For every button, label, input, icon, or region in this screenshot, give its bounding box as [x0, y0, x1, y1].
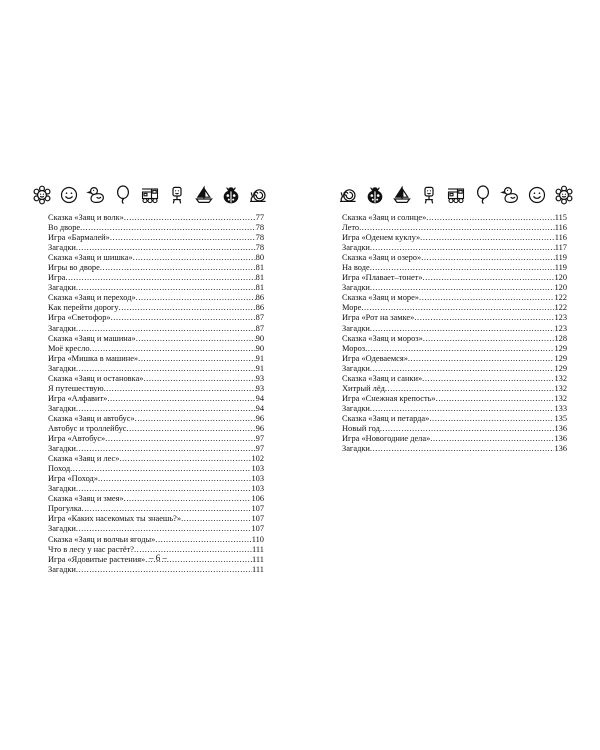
duck-icon: [500, 185, 520, 205]
toc-entry-title: Загадки: [342, 403, 370, 413]
toc-entry-page: 107: [251, 524, 264, 534]
toc-entry: [342, 273, 567, 283]
toc-dot-leader: [419, 293, 554, 303]
toc-entry-page: 94: [255, 403, 264, 413]
toc-entry-page: 132: [554, 393, 567, 403]
toc-entry-title: Игра: [48, 273, 66, 283]
balloon-icon: [473, 185, 493, 205]
toc-dot-leader: [436, 394, 555, 404]
toc-dot-leader: [380, 424, 555, 434]
toc-entry: [48, 354, 264, 364]
toc-entry-title: Загадки: [48, 444, 76, 454]
toc-dot-leader: [76, 484, 252, 494]
toc-entry-title: Игра «Поход»: [48, 474, 98, 484]
toc-entry-page: 86: [255, 303, 264, 313]
toc-entry-page: 111: [252, 544, 264, 554]
toc-dot-leader: [119, 454, 251, 464]
toc-entry-page: 93: [255, 373, 264, 383]
doll-icon: [419, 185, 439, 205]
toc-entry: [48, 324, 264, 334]
toc-entry: [48, 474, 264, 484]
toc-dot-leader: [76, 364, 256, 374]
toc-dot-leader: [370, 243, 555, 253]
toc-entry-title: Сказка «Заяц и змея»: [48, 494, 124, 504]
toc-dot-leader: [423, 334, 555, 344]
toc-entry-title: Игры во дворе: [48, 263, 100, 273]
toc-entry-title: Игра «Алфавит»: [48, 393, 108, 403]
toc-entry-title: Сказка «Заяц и мороз»: [342, 333, 423, 343]
toc-entry-page: 87: [255, 313, 264, 323]
toc-entry: [342, 253, 567, 263]
toc-entry: [342, 384, 567, 394]
toc-dot-leader: [76, 324, 256, 334]
toc-dot-leader: [65, 273, 255, 283]
toc-entry: [342, 344, 567, 354]
toc-entry-title: Сказка «Заяц и автобус»: [48, 413, 135, 423]
toc-entry: [48, 384, 264, 394]
toc-entry: [48, 253, 264, 263]
flower-icon: [32, 185, 52, 205]
toc-entry: [342, 444, 567, 454]
toc-dot-leader: [181, 514, 251, 524]
toc-entry-page: 128: [554, 333, 567, 343]
toc-entry: [48, 454, 264, 464]
train-icon: [446, 185, 466, 205]
toc-entry-title: Игра «Автобус»: [48, 434, 106, 444]
snail-icon: [338, 185, 358, 205]
toc-entry-title: Загадки: [342, 444, 370, 454]
toc-entry-title: Загадки: [48, 484, 76, 494]
toc-entry: [342, 233, 567, 243]
toc-entry-page: 81: [255, 283, 264, 293]
toc-entry-title: Сказка «Заяц и лес»: [48, 454, 120, 464]
toc-entry-page: 129: [554, 363, 567, 373]
duck-icon: [86, 185, 106, 205]
toc-entry: [342, 404, 567, 414]
toc-entry-page: 86: [255, 293, 264, 303]
toc-entry-title: Игра «Одеваемся»: [342, 353, 408, 363]
toc-entry-page: 117: [554, 243, 567, 253]
toc-entry-page: 103: [251, 484, 264, 494]
toc-entry-page: 97: [255, 434, 264, 444]
toc-dot-leader: [426, 213, 554, 223]
toc-dot-leader: [124, 494, 252, 504]
toc-dot-leader: [143, 374, 255, 384]
toc-entry-title: Сказка «Заяц и море»: [342, 293, 419, 303]
toc-entry-page: 78: [255, 243, 264, 253]
toc-entry-title: Игра «Мишка в машине»: [48, 353, 139, 363]
toc-entry: [342, 243, 567, 253]
toc-entry-page: 136: [554, 444, 567, 454]
toc-entry-page: 78: [255, 223, 264, 233]
toc-entry: [342, 324, 567, 334]
toc-entry: [342, 364, 567, 374]
toc-dot-leader: [370, 283, 555, 293]
toc-entry: [48, 233, 264, 243]
toc-entry-title: Игра «Ядовитые растения»: [48, 554, 146, 564]
toc-entry-page: 136: [554, 434, 567, 444]
toc-entry-title: Загадки: [48, 403, 76, 413]
toc-entry-page: 96: [255, 423, 264, 433]
toc-entry-page: 97: [255, 444, 264, 454]
toc-entry: [48, 494, 264, 504]
toc-dot-leader: [76, 444, 256, 454]
toc-entry-page: 107: [251, 514, 264, 524]
toc-entry-title: Загадки: [48, 524, 76, 534]
toc-entry: [342, 424, 567, 434]
toc-entry-title: Загадки: [48, 243, 76, 253]
toc-entry-title: Загадки: [342, 363, 370, 373]
sailboat-icon: [392, 185, 412, 205]
toc-entry-page: 90: [255, 343, 264, 353]
toc-entry-page: 107: [251, 504, 264, 514]
toc-entry: [48, 303, 264, 313]
toc-dot-leader: [76, 243, 256, 253]
toc-entry: [48, 334, 264, 344]
toc-entry: [342, 213, 567, 223]
toc-entry-page: 110: [251, 534, 264, 544]
toc-entry-title: Сказка «Заяц и озеро»: [342, 253, 422, 263]
toc-entry: [48, 514, 264, 524]
toc-entry-title: Игра «Снежная крепость»: [342, 393, 436, 403]
toc-entry-title: Новый год: [342, 423, 380, 433]
toc-entry-page: 116: [554, 223, 567, 233]
toc-entry-page: 93: [255, 383, 264, 393]
toc-entry-page: 123: [554, 313, 567, 323]
toc-entry: [48, 444, 264, 454]
toc-dot-leader: [76, 565, 252, 575]
toc-dot-leader: [105, 434, 255, 444]
toc-entry-title: Сказка «Заяц и волчьи ягоды»: [48, 534, 156, 544]
toc-dot-leader: [76, 404, 256, 414]
toc-entry-title: Сказка «Заяц и петарда»: [342, 413, 430, 423]
toc-entry: [342, 334, 567, 344]
train-icon: [140, 185, 160, 205]
toc-dot-leader: [361, 303, 554, 313]
toc-dot-leader: [421, 253, 555, 263]
toc-entry-title: Игра «Новогодние дела»: [342, 434, 431, 444]
toc-dot-leader: [420, 233, 555, 243]
toc-dot-leader: [119, 303, 256, 313]
toc-entry: [48, 524, 264, 534]
toc-entry-page: 103: [251, 474, 264, 484]
toc-dot-leader: [370, 263, 555, 273]
toc-entry-title: Загадки: [342, 283, 370, 293]
toc-entry: [342, 293, 567, 303]
toc-entry-title: Моё кресло: [48, 343, 90, 353]
toc-entry-page: 87: [255, 323, 264, 333]
toc-entry: [48, 434, 264, 444]
toc-entry: [342, 434, 567, 444]
toc-entry: [48, 484, 264, 494]
toc-entry-page: 77: [255, 213, 264, 222]
toc-entry: [48, 374, 264, 384]
toc-entry: [342, 283, 567, 293]
toc-dot-leader: [430, 434, 554, 444]
toc-entry-page: 90: [255, 333, 264, 343]
toc-entry: [48, 404, 264, 414]
toc-entry-title: Игра «Бармалей»: [48, 233, 110, 243]
toc-entry-title: Автобус и троллейбус: [48, 423, 127, 433]
toc-entry: [48, 535, 264, 545]
toc-entry: [342, 374, 567, 384]
right-toc-list: [342, 213, 567, 454]
toc-entry-page: 135: [554, 413, 567, 423]
toc-entry-page: 123: [554, 323, 567, 333]
toc-entry-page: 106: [251, 494, 264, 504]
toc-entry-title: Сказка «Заяц и остановка»: [48, 373, 144, 383]
toc-entry-title: Я путешествую: [48, 383, 104, 393]
toc-entry-page: 136: [554, 423, 567, 433]
toc-entry-title: Сказка «Заяц и солнце»: [342, 213, 427, 222]
toc-dot-leader: [90, 344, 256, 354]
toc-dot-leader: [370, 404, 555, 414]
toc-entry-title: Загадки: [342, 243, 370, 253]
toc-entry: [342, 414, 567, 424]
ladybug-icon: [221, 185, 241, 205]
toc-entry: [342, 223, 567, 233]
toc-entry-page: 122: [554, 293, 567, 303]
left-icon-row: [32, 183, 268, 207]
toc-dot-leader: [82, 504, 252, 514]
toc-entry: [48, 565, 264, 575]
toc-entry-page: 103: [251, 464, 264, 474]
toc-entry-page: 133: [554, 403, 567, 413]
toc-entry: [48, 424, 264, 434]
toc-entry-title: Игра «Светофор»: [48, 313, 111, 323]
toc-entry: [48, 293, 264, 303]
page-number: – 6 –: [149, 553, 167, 563]
toc-entry: [342, 263, 567, 273]
toc-entry-title: Загадки: [48, 363, 76, 373]
toc-entry-page: 116: [554, 233, 567, 243]
toc-dot-leader: [76, 524, 252, 534]
toc-entry-page: 119: [554, 263, 567, 273]
toc-entry-title: Загадки: [342, 323, 370, 333]
toc-entry-page: 81: [255, 273, 264, 283]
smiley-icon: [527, 185, 547, 205]
left-toc-list: [48, 213, 264, 575]
toc-entry-page: 129: [554, 343, 567, 353]
sailboat-icon: [194, 185, 214, 205]
toc-entry-page: 119: [554, 253, 567, 263]
toc-entry: [342, 313, 567, 323]
toc-entry-title: Сказка «Заяц и машина»: [48, 333, 136, 343]
toc-entry: [48, 243, 264, 253]
toc-dot-leader: [76, 283, 256, 293]
toc-entry: [48, 283, 264, 293]
toc-entry-page: 120: [554, 273, 567, 283]
toc-entry: [48, 364, 264, 374]
toc-entry-page: 94: [255, 393, 264, 403]
toc-dot-leader: [133, 253, 256, 263]
right-page: [300, 0, 600, 750]
toc-entry-title: Игра «Оденем куклу»: [342, 233, 421, 243]
toc-dot-leader: [100, 263, 256, 273]
toc-entry-page: 132: [554, 383, 567, 393]
toc-dot-leader: [408, 354, 555, 364]
toc-entry-page: 129: [554, 353, 567, 363]
toc-entry: [48, 464, 264, 474]
toc-entry-title: Игра «Плавает–тонет»: [342, 273, 423, 283]
toc-dot-leader: [370, 364, 555, 374]
toc-entry-page: 96: [255, 413, 264, 423]
toc-dot-leader: [422, 374, 554, 384]
toc-entry: [48, 504, 264, 514]
toc-entry-page: 111: [252, 564, 264, 574]
smiley-icon: [59, 185, 79, 205]
toc-entry-title: Игра «Рот на замке»: [342, 313, 415, 323]
toc-entry-title: Сказка «Заяц и волк»: [48, 213, 124, 222]
toc-entry-page: 115: [554, 213, 567, 222]
toc-dot-leader: [155, 535, 251, 545]
toc-dot-leader: [359, 223, 555, 233]
toc-dot-leader: [80, 223, 256, 233]
toc-entry-title: Мороз: [342, 343, 366, 353]
toc-entry: [48, 263, 264, 273]
toc-dot-leader: [365, 344, 554, 354]
toc-dot-leader: [107, 394, 255, 404]
toc-entry-title: Как перейти дорогу: [48, 303, 119, 313]
toc-dot-leader: [135, 414, 256, 424]
toc-dot-leader: [370, 324, 555, 334]
toc-entry-title: Море: [342, 303, 362, 313]
toc-entry-title: Загадки: [48, 564, 76, 574]
toc-entry-title: Лето: [342, 223, 360, 233]
toc-entry: [342, 303, 567, 313]
toc-entry: [342, 354, 567, 364]
toc-dot-leader: [126, 424, 255, 434]
toc-dot-leader: [138, 354, 256, 364]
toc-entry: [48, 213, 264, 223]
toc-entry-title: Игра «Каких насекомых ты знаешь?»: [48, 514, 182, 524]
toc-entry: [48, 223, 264, 233]
doll-icon: [167, 185, 187, 205]
toc-entry-page: 91: [255, 353, 264, 363]
toc-entry: [48, 394, 264, 404]
toc-dot-leader: [70, 464, 251, 474]
toc-dot-leader: [98, 474, 251, 484]
toc-entry-page: 122: [554, 303, 567, 313]
toc-entry-title: Сказка «Заяц и переход»: [48, 293, 136, 303]
toc-dot-leader: [429, 414, 554, 424]
toc-dot-leader: [104, 384, 256, 394]
toc-entry-page: 132: [554, 373, 567, 383]
toc-dot-leader: [136, 334, 256, 344]
toc-entry: [48, 344, 264, 354]
toc-entry: [48, 273, 264, 283]
toc-entry-page: 120: [554, 283, 567, 293]
toc-dot-leader: [136, 293, 256, 303]
flower-icon: [554, 185, 574, 205]
toc-entry-page: 78: [255, 233, 264, 243]
toc-entry: [48, 414, 264, 424]
toc-entry-title: Во дворе: [48, 223, 81, 233]
toc-entry-page: 81: [255, 263, 264, 273]
toc-dot-leader: [423, 273, 555, 283]
toc-dot-leader: [111, 313, 256, 323]
snail-icon: [248, 185, 268, 205]
toc-entry-page: 91: [255, 363, 264, 373]
toc-entry-title: Прогулка: [48, 504, 82, 514]
toc-dot-leader: [370, 444, 555, 454]
toc-entry-title: Загадки: [48, 283, 76, 293]
toc-dot-leader: [110, 233, 256, 243]
ladybug-icon: [365, 185, 385, 205]
toc-entry-title: Хитрый лёд: [342, 383, 385, 393]
balloon-icon: [113, 185, 133, 205]
toc-entry: [342, 394, 567, 404]
toc-entry-page: 102: [251, 454, 264, 464]
toc-entry-title: Поход: [48, 464, 71, 474]
toc-entry-title: Что в лесу у нас растёт?: [48, 544, 134, 554]
toc-entry-title: Сказка «Заяц и шишка»: [48, 253, 133, 263]
toc-entry-page: 111: [252, 554, 264, 564]
toc-entry-title: На воде: [342, 263, 370, 273]
toc-dot-leader: [385, 384, 555, 394]
right-icon-row: [338, 183, 574, 207]
toc-dot-leader: [414, 313, 554, 323]
toc-dot-leader: [124, 213, 256, 223]
toc-entry-title: Сказка «Заяц и санки»: [342, 373, 423, 383]
toc-entry: [48, 313, 264, 323]
toc-entry-page: 80: [255, 253, 264, 263]
toc-entry-title: Загадки: [48, 323, 76, 333]
